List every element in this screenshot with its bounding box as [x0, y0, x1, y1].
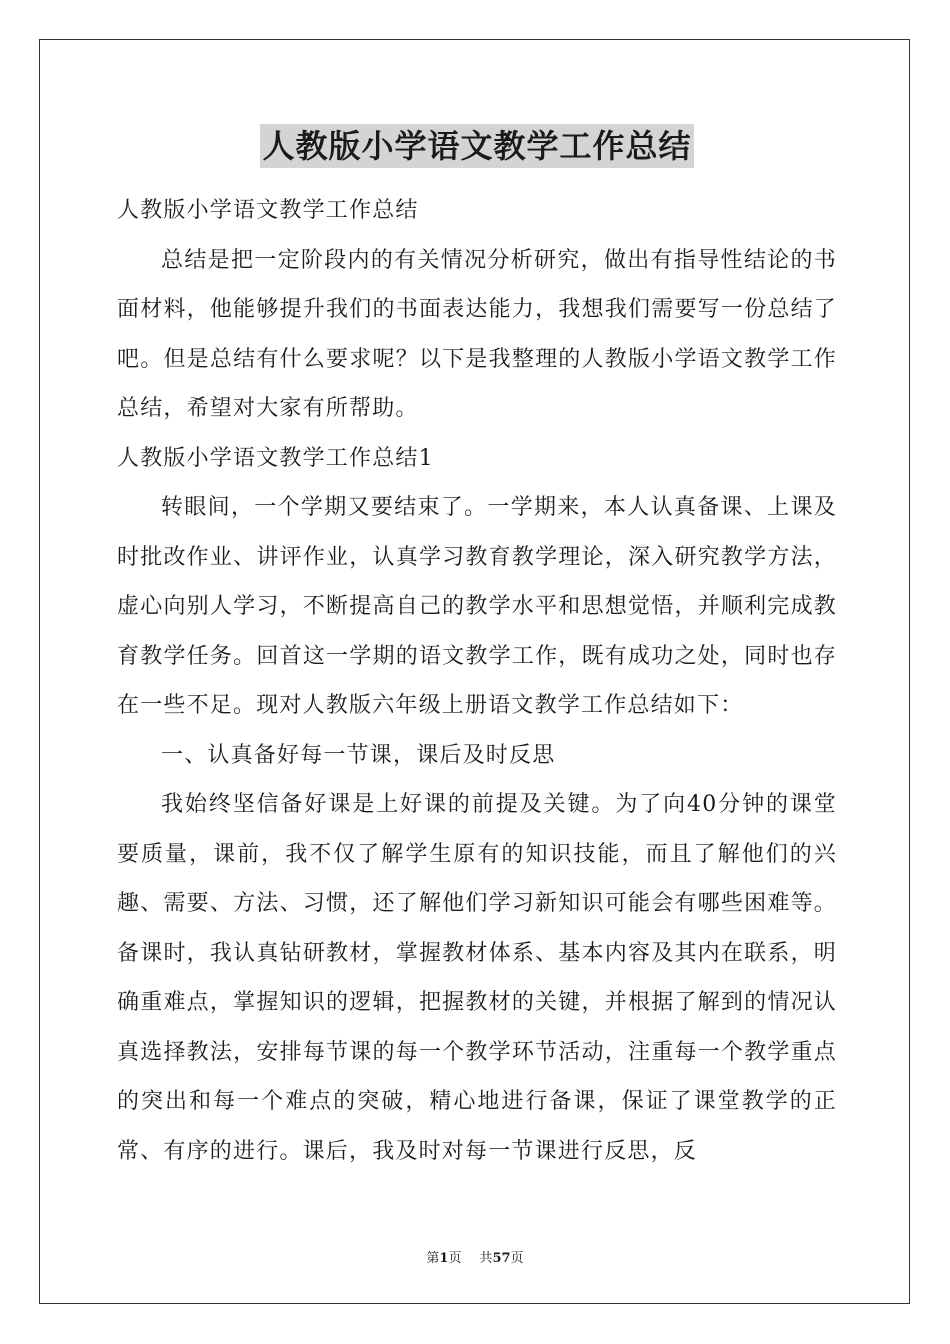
total-pages: 57 — [492, 1251, 511, 1266]
page-footer — [0, 1247, 950, 1266]
section-title: 人教版小学语文教学工作总结1 — [117, 445, 434, 471]
document-title — [117, 124, 837, 172]
document-title-text: 人教版小学语文教学工作总结 — [260, 124, 693, 168]
page-suffix: 页 — [448, 1251, 462, 1266]
intro-paragraph: 总结是把一定阶段内的有关情况分析研究，做出有指导性结论的书面材料，他能够提升我们的书面表达能力，我想我们需要写一份总结了吧。但是总结有什么要求呢？以下是我整理的人教版小学语文教学工作总结，希望对大家有所帮助。 — [117, 247, 837, 421]
page-number: 1 — [439, 1251, 449, 1266]
page-prefix: 第 — [426, 1251, 440, 1266]
total-suffix: 页 — [510, 1251, 524, 1266]
subtitle: 人教版小学语文教学工作总结 — [117, 198, 419, 223]
total-prefix: 共 — [479, 1251, 493, 1266]
paragraph-1: 转眼间，一个学期又要结束了。一学期来，本人认真备课、上课及时批改作业、讲评作业，认真学习教育教学理论，深入研究教学方法，虚心向别人学习，不断提高自己的教学水平和思想觉悟，并顺利完成教育教学任务。回首这一学期的语文教学工作，既有成功之处，同时也存在一些不足。现对人教版六年级上册语文教学工作总结如下： — [117, 495, 837, 718]
document-body — [117, 124, 837, 1176]
paragraph-2: 我始终坚信备好课是上好课的前提及关键。为了向40分钟的课堂要质量，课前，我不仅了解学生原有的知识技能，而且了解他们的兴趣、需要、方法、习惯，还了解他们学习新知识可能会有哪些困难等。备课时，我认真钻研教材，掌握教材体系、基本内容及其内在联系，明确重难点，掌握知识的逻辑，把握教材的关键，并根据了解到的情况认真选择教法，安排每节课的每一个教学环节活动，注重每一个教学重点的突出和每一个难点的突破，精心地进行备课，保证了课堂教学的正常、有序的进行。课后，我及时对每一节课进行反思，反 — [117, 792, 837, 1164]
heading-1: 一、认真备好每一节课，课后及时反思 — [161, 742, 556, 768]
